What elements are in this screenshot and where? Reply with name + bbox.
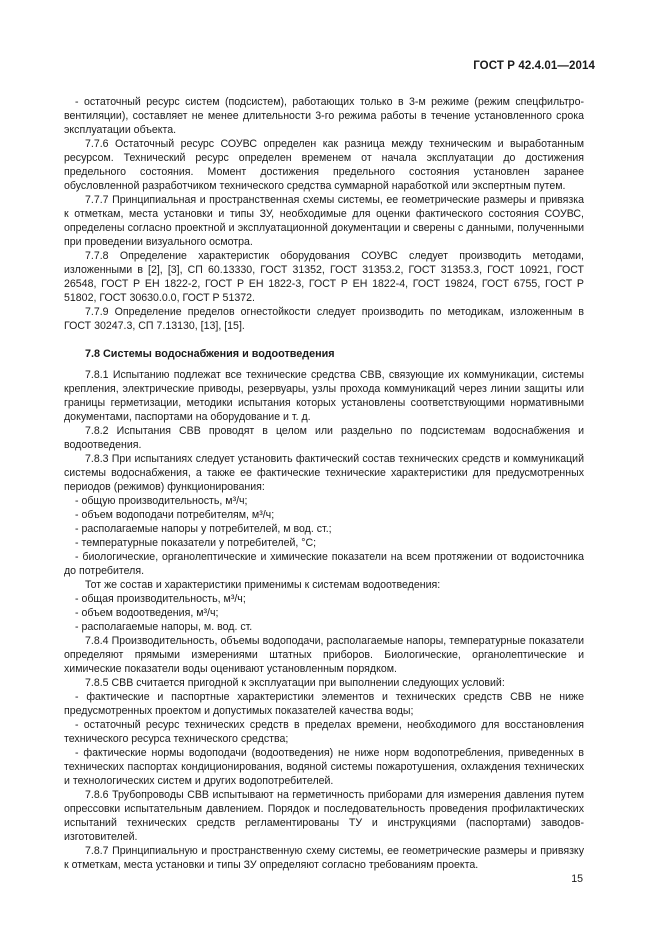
paragraph: 7.8.3 При испытаниях следует установить фактический состав технических средств и коммуникаций системы водоснабжения, а также ее фактические технические характеристики для предусмотренных периодов (режимов) функционирования: <box>64 453 584 493</box>
paragraph: 7.7.7 Принципиальная и пространственная схемы системы, ее геометрические размеры и привязка к отметкам, места установки и типы ЗУ, необходимые для оценки фактического состояния СОУВС, определены согласно проектной и эксплуатационной документации и сверены с данными, полученными при проведении визуального осмотра. <box>64 194 584 248</box>
section-7-7-continuation <box>64 95 584 333</box>
document-header: ГОСТ Р 42.4.01—2014 <box>473 60 595 72</box>
paragraph: 7.8.5 СВВ считается пригодной к эксплуатации при выполнении следующих условий: <box>85 677 505 689</box>
list-item: - остаточный ресурс систем (подсистем), работающих только в 3-м режиме (режим спецфильтро-вентиляции), составляет не менее длительности 3-го режима работы в течение установленного срока эксплуатации объекта. <box>64 96 584 136</box>
list-item: - объем водоотведения, м³/ч; <box>75 607 219 619</box>
list-item: - фактические нормы водоподачи (водоотведения) не ниже норм водопотребления, приведенных в технических паспортах кондиционирования, водяной системы пожаротушения, охлаждения технических и технологических систем и других водопотребителей. <box>64 747 584 787</box>
paragraph: 7.7.8 Определение характеристик оборудования СОУВС следует производить методами, изложенными в [2], [3], СП 60.13330, ГОСТ 31352, ГОСТ 31353.2, ГОСТ 31353.3, ГОСТ 10921, ГОСТ 26548, ГОСТ Р ЕН 1822-2, ГОСТ Р ЕН 1822-3, ГОСТ Р ЕН 1822-4, ГОСТ 19824, ГОСТ 6755, ГОСТ Р 51802, ГОСТ 30630.0.0, ГОСТ Р 51372. <box>64 250 584 304</box>
list-item: - общую производительность, м³/ч; <box>75 495 248 507</box>
list-item: - фактические и паспортные характеристики элементов и технических средств СВВ не ниже предусмотренных проектом и допустимых показателей качества воды; <box>64 691 584 717</box>
paragraph: 7.8.6 Трубопроводы СВВ испытывают на герметичность приборами для измерения давления путем опрессовки испытательным давлением. Порядок и последовательность проведения профилактических испытаний технических средств регламентированы ТУ и инструкциями (паспортами) заводов-изготовителей. <box>64 789 584 843</box>
paragraph: 7.8.2 Испытания СВВ проводят в целом или раздельно по подсистемам водоснабжения и водоотведения. <box>64 425 584 451</box>
paragraph: 7.8.7 Принципиальную и пространственную схему системы, ее геометрические размеры и привязку к отметкам, места установки и типы ЗУ определяют согласно требованиям проекта. <box>64 845 584 871</box>
list-item: - биологические, органолептические и химические показатели на всем протяжении от водоисточника до потребителя. <box>64 551 584 577</box>
paragraph: 7.8.4 Производительность, объемы водоподачи, располагаемые напоры, температурные показатели определяют прямыми измерениями штатных приборов. Биологические, органолептические и химические показатели воды оценивают установленным порядком. <box>64 635 584 675</box>
document-body <box>64 95 584 872</box>
page-number: 15 <box>571 873 583 885</box>
list-item: - располагаемые напоры, м. вод. ст. <box>75 621 253 633</box>
section-title: 7.8 Системы водоснабжения и водоотведения <box>85 348 335 360</box>
list-item: - общая производительность, м³/ч; <box>75 593 246 605</box>
paragraph: Тот же состав и характеристики применимы к системам водоотведения: <box>85 579 441 591</box>
paragraph: 7.7.9 Определение пределов огнестойкости следует производить по методикам, изложенным в ГОСТ 30247.3, СП 7.13130, [13], [15]. <box>64 306 584 332</box>
paragraph: 7.7.6 Остаточный ресурс СОУВС определен как разница между техническим и выработанным ресурсом. Технический ресурс определен временем от начала эксплуатации до достижения предельного состояния. Момент достижения предельного состояния установлен заранее обусловленной разработчиком технического средства суммарной наработкой или экспертным путем. <box>64 138 584 192</box>
list-item: - температурные показатели у потребителей, °С; <box>75 537 317 549</box>
list-item: - остаточный ресурс технических средств в пределах времени, необходимого для восстановления технического ресурса технического средства; <box>64 719 584 745</box>
paragraph: 7.8.1 Испытанию подлежат все технические средства СВВ, связующие их коммуникации, системы крепления, электрические приводы, резервуары, узлы прохода коммуникаций через линии защиты или границы герметизации, методики испытания которых установлены соответствующими нормативными документами, паспортами на оборудование и т. д. <box>64 369 584 423</box>
list-item: - объем водоподачи потребителям, м³/ч; <box>75 509 275 521</box>
section-7-8-body <box>64 368 584 872</box>
list-item: - располагаемые напоры у потребителей, м вод. ст.; <box>75 523 332 535</box>
